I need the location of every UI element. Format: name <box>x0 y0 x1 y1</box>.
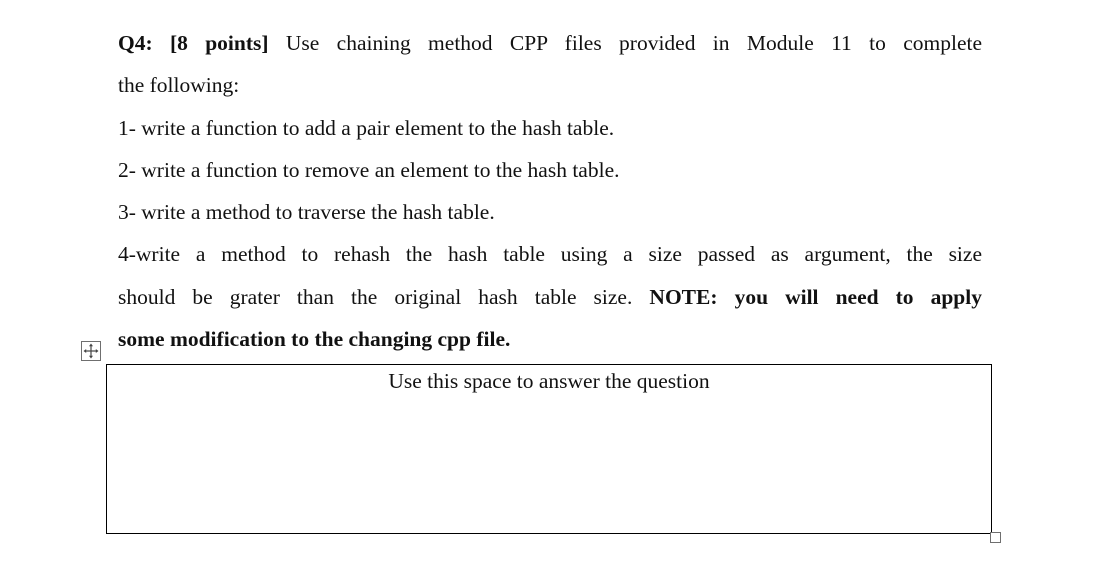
resize-square-icon[interactable] <box>990 532 1001 543</box>
answer-box[interactable] <box>106 364 992 534</box>
question-intro-continued: the following: <box>118 73 240 98</box>
question-intro-line <box>118 22 982 64</box>
task-item-2: 2- write a function to remove an element to the hash table. <box>118 157 620 182</box>
question-heading: Q4: [8 points] <box>118 31 269 55</box>
task-item-4-continued <box>118 276 982 318</box>
task-item-4: 4-write a method to rehash the hash table using a size passed as argument, the size <box>118 242 982 267</box>
question-intro-text: Use chaining method CPP files provided in Module 11 to complete <box>268 31 983 55</box>
note-text-continued: some modification to the changing cpp file. <box>118 327 511 352</box>
move-arrows-icon[interactable] <box>81 341 101 361</box>
task-item-3: 3- write a method to traverse the hash table. <box>118 200 495 225</box>
answer-prompt: Use this space to answer the question <box>388 369 710 393</box>
task-item-1: 1- write a function to add a pair element to the hash table. <box>118 115 615 140</box>
note-text: NOTE: you will need to apply <box>649 284 982 309</box>
task-item-4-text: should be grater than the original hash table size. <box>118 284 650 309</box>
question-block <box>118 22 982 360</box>
